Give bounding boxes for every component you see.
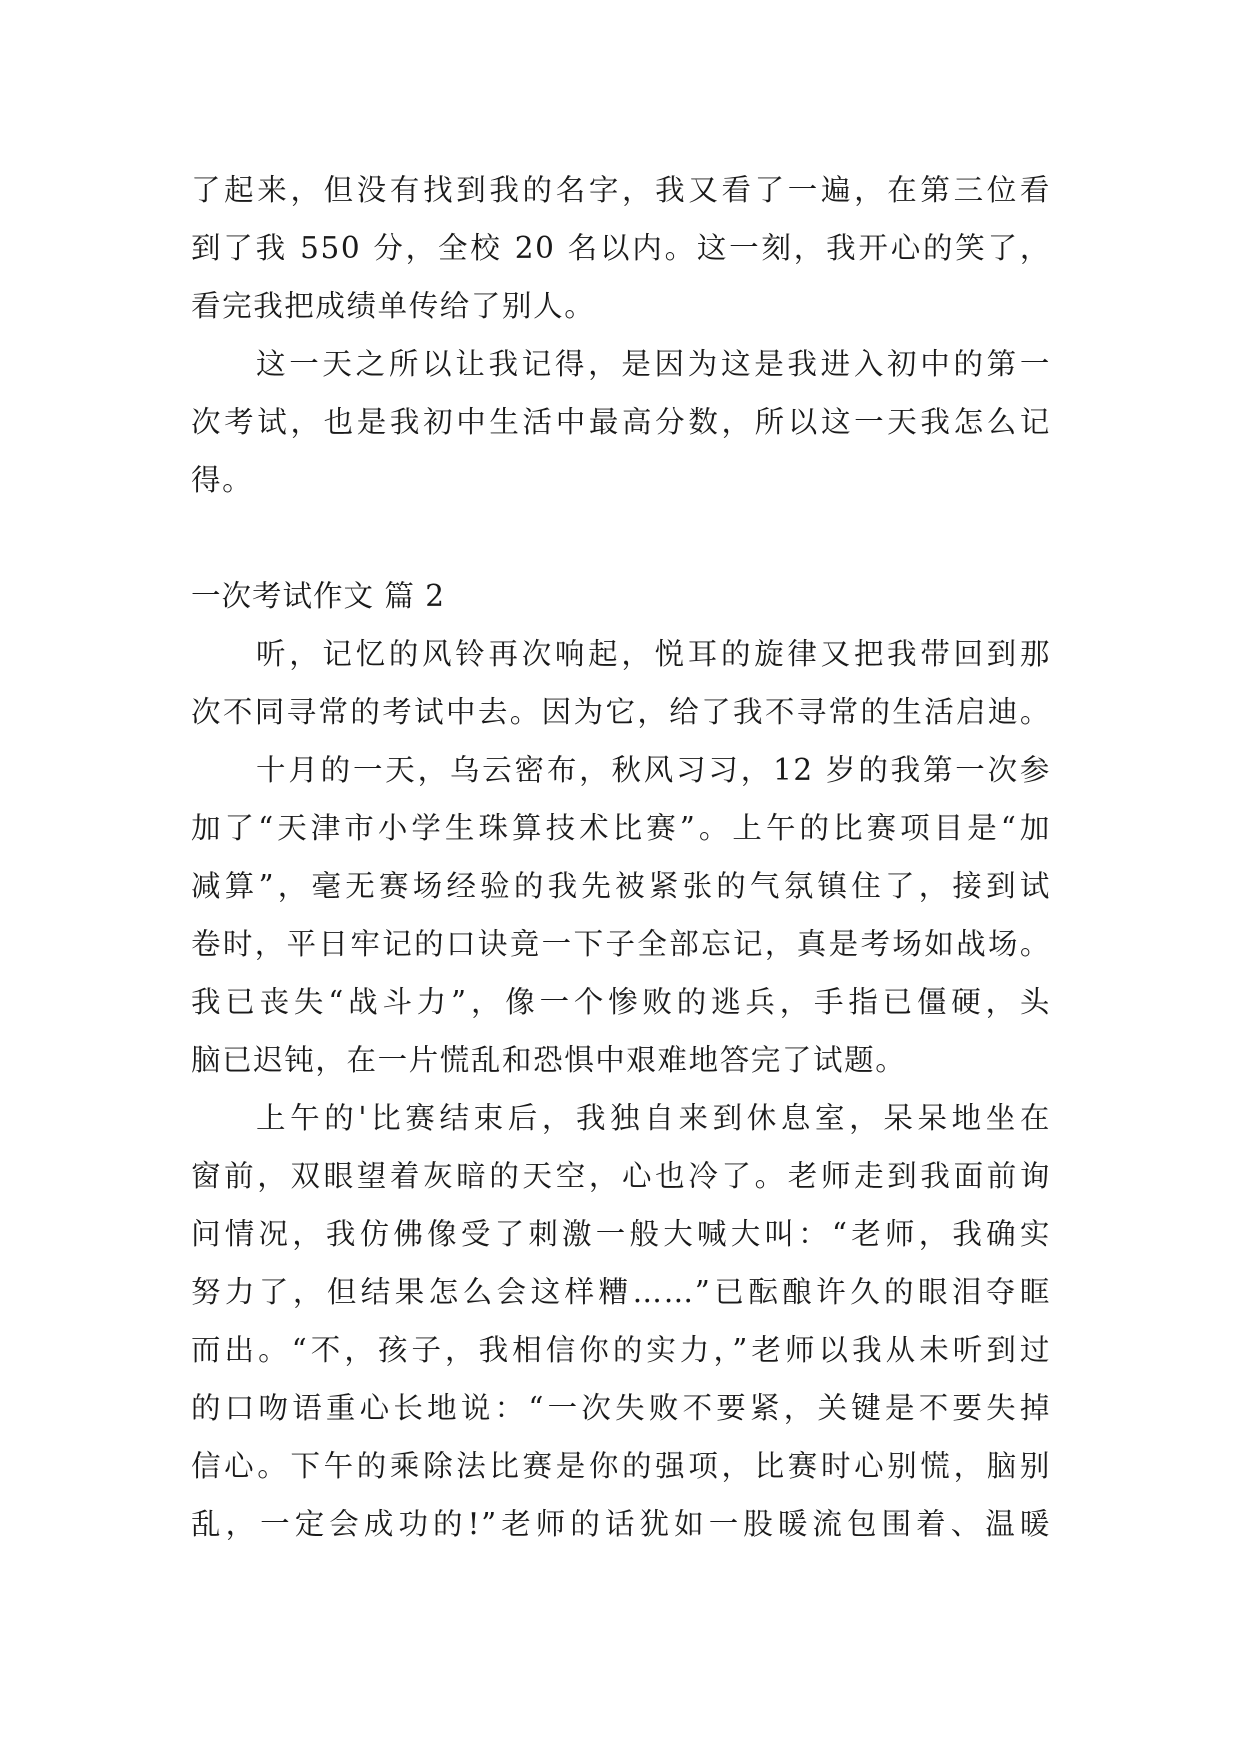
text-line: 问情况，我仿佛像受了刺激一般大喊大叫：“老师，我确实 xyxy=(191,1217,1051,1251)
text-line: 了起来，但没有找到我的名字，我又看了一遍，在第三位看 xyxy=(191,173,1051,207)
text-line: 次考试，也是我初中生活中最高分数，所以这一天我怎么记 xyxy=(191,405,1051,439)
section-heading: 一次考试作文 篇 2 xyxy=(191,579,446,613)
text-line: 加了“天津市小学生珠算技术比赛”。上午的比赛项目是“加 xyxy=(191,811,1051,845)
text-line: 而出。“不，孩子，我相信你的实力，”老师以我从未听到过 xyxy=(191,1333,1051,1367)
text-line: 得。 xyxy=(191,463,254,497)
text-line: 我已丧失“战斗力”，像一个惨败的逃兵，手指已僵硬，头 xyxy=(191,985,1051,1019)
text-line: 到了我 550 分，全校 20 名以内。这一刻，我开心的笑了， xyxy=(191,231,1051,265)
text-line: 次不同寻常的考试中去。因为它，给了我不寻常的生活启迪。 xyxy=(191,695,1051,729)
paragraph-first-line: 听，记忆的风铃再次响起，悦耳的旋律又把我带回到那 xyxy=(256,637,1051,671)
text-line: 的口吻语重心长地说：“一次失败不要紧，关键是不要失掉 xyxy=(191,1391,1051,1425)
text-line: 脑已迟钝，在一片慌乱和恐惧中艰难地答完了试题。 xyxy=(191,1043,907,1077)
paragraph-first-line: 上午的'比赛结束后，我独自来到休息室，呆呆地坐在 xyxy=(256,1101,1051,1135)
text-line: 卷时，平日牢记的口诀竟一下子全部忘记，真是考场如战场。 xyxy=(191,927,1051,961)
text-line: 窗前，双眼望着灰暗的天空，心也冷了。老师走到我面前询 xyxy=(191,1159,1051,1193)
text-line: 看完我把成绩单传给了别人。 xyxy=(191,289,596,323)
text-line: 信心。下午的乘除法比赛是你的强项，比赛时心别慌，脑别 xyxy=(191,1449,1051,1483)
text-line: 减算”，毫无赛场经验的我先被紧张的气氛镇住了，接到试 xyxy=(191,869,1051,903)
paragraph-first-line: 十月的一天，乌云密布，秋风习习，12 岁的我第一次参 xyxy=(256,753,1051,787)
text-line: 乱，一定会成功的!”老师的话犹如一股暖流包围着、温暖 xyxy=(191,1507,1051,1541)
paragraph-first-line: 这一天之所以让我记得，是因为这是我进入初中的第一 xyxy=(256,347,1051,381)
text-line: 努力了，但结果怎么会这样糟……”已酝酿许久的眼泪夺眶 xyxy=(191,1275,1051,1309)
